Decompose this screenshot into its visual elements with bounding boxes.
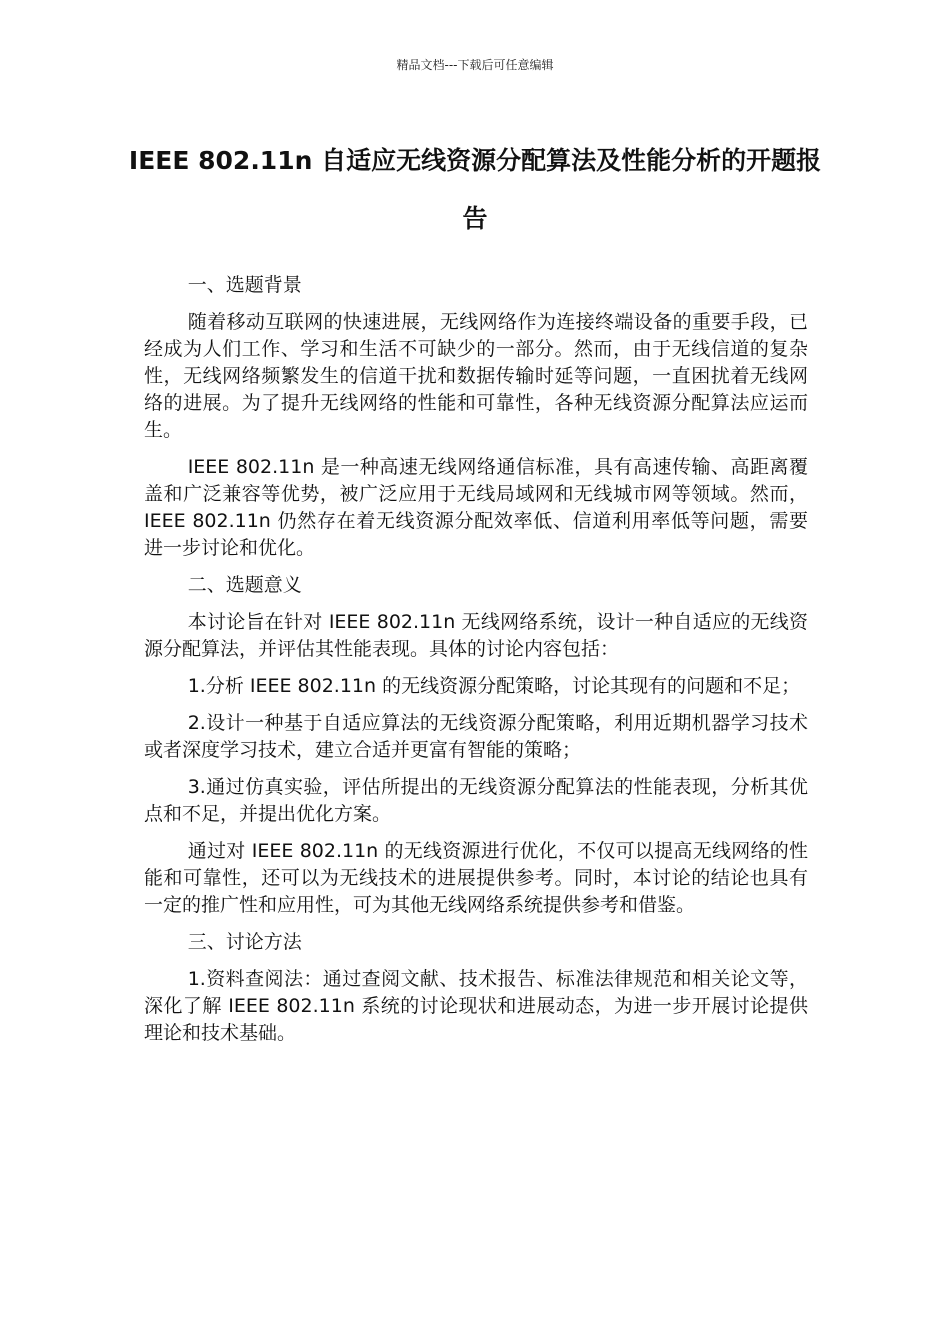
section-heading-background: 一、选题背景 xyxy=(187,274,302,296)
paragraph-background-2: IEEE 802.11n 是一种高速无线网络通信标准，具有高速传输、高距离覆盖和广泛兼容等优势，被广泛应用于无线局域网和无线城市网等领域。然而，IEEE 802.11n 仍然存在着无线资源分配效率低、信道利用率低等问题，需要进一步讨论和优化。 xyxy=(144,456,808,559)
paragraph-methods-1: 1.资料查阅法：通过查阅文献、技术报告、标准法律规范和相关论文等，深化了解 IEEE 802.11n 系统的讨论现状和进展动态，为进一步开展讨论提供理论和技术基础。 xyxy=(144,968,808,1044)
section-heading-methods: 三、讨论方法 xyxy=(187,931,302,953)
list-item-2: 2.设计一种基于自适应算法的无线资源分配策略，利用近期机器学习技术或者深度学习技术，建立合适并更富有智能的策略； xyxy=(144,712,808,761)
document-title: IEEE 802.11n 自适应无线资源分配算法及性能分析的开题报告 xyxy=(128,146,822,233)
paragraph-background-1: 随着移动互联网的快速进展，无线网络作为连接终端设备的重要手段，已经成为人们工作、学习和生活不可缺少的一部分。然而，由于无线信道的复杂性，无线网络频繁发生的信道干扰和数据传输时延等问题，一直困扰着无线网络的进展。为了提升无线网络的性能和可靠性，各种无线资源分配算法应运而生。 xyxy=(144,311,808,441)
paragraph-significance-intro: 本讨论旨在针对 IEEE 802.11n 无线网络系统，设计一种自适应的无线资源分配算法，并评估其性能表现。具体的讨论内容包括： xyxy=(144,611,808,660)
paragraph-significance-summary: 通过对 IEEE 802.11n 的无线资源进行优化，不仅可以提高无线网络的性能和可靠性，还可以为无线技术的进展提供参考。同时，本讨论的结论也具有一定的推广性和应用性，可为其他无线网络系统提供参考和借鉴。 xyxy=(144,840,808,916)
section-heading-significance: 二、选题意义 xyxy=(187,574,302,596)
list-item-1: 1.分析 IEEE 802.11n 的无线资源分配策略，讨论其现有的问题和不足； xyxy=(187,675,801,697)
list-item-3: 3.通过仿真实验，评估所提出的无线资源分配算法的性能表现，分析其优点和不足，并提出优化方案。 xyxy=(144,776,808,825)
header-note: 精品文档---下载后可任意编辑 xyxy=(396,58,554,72)
document-body xyxy=(144,272,808,1057)
